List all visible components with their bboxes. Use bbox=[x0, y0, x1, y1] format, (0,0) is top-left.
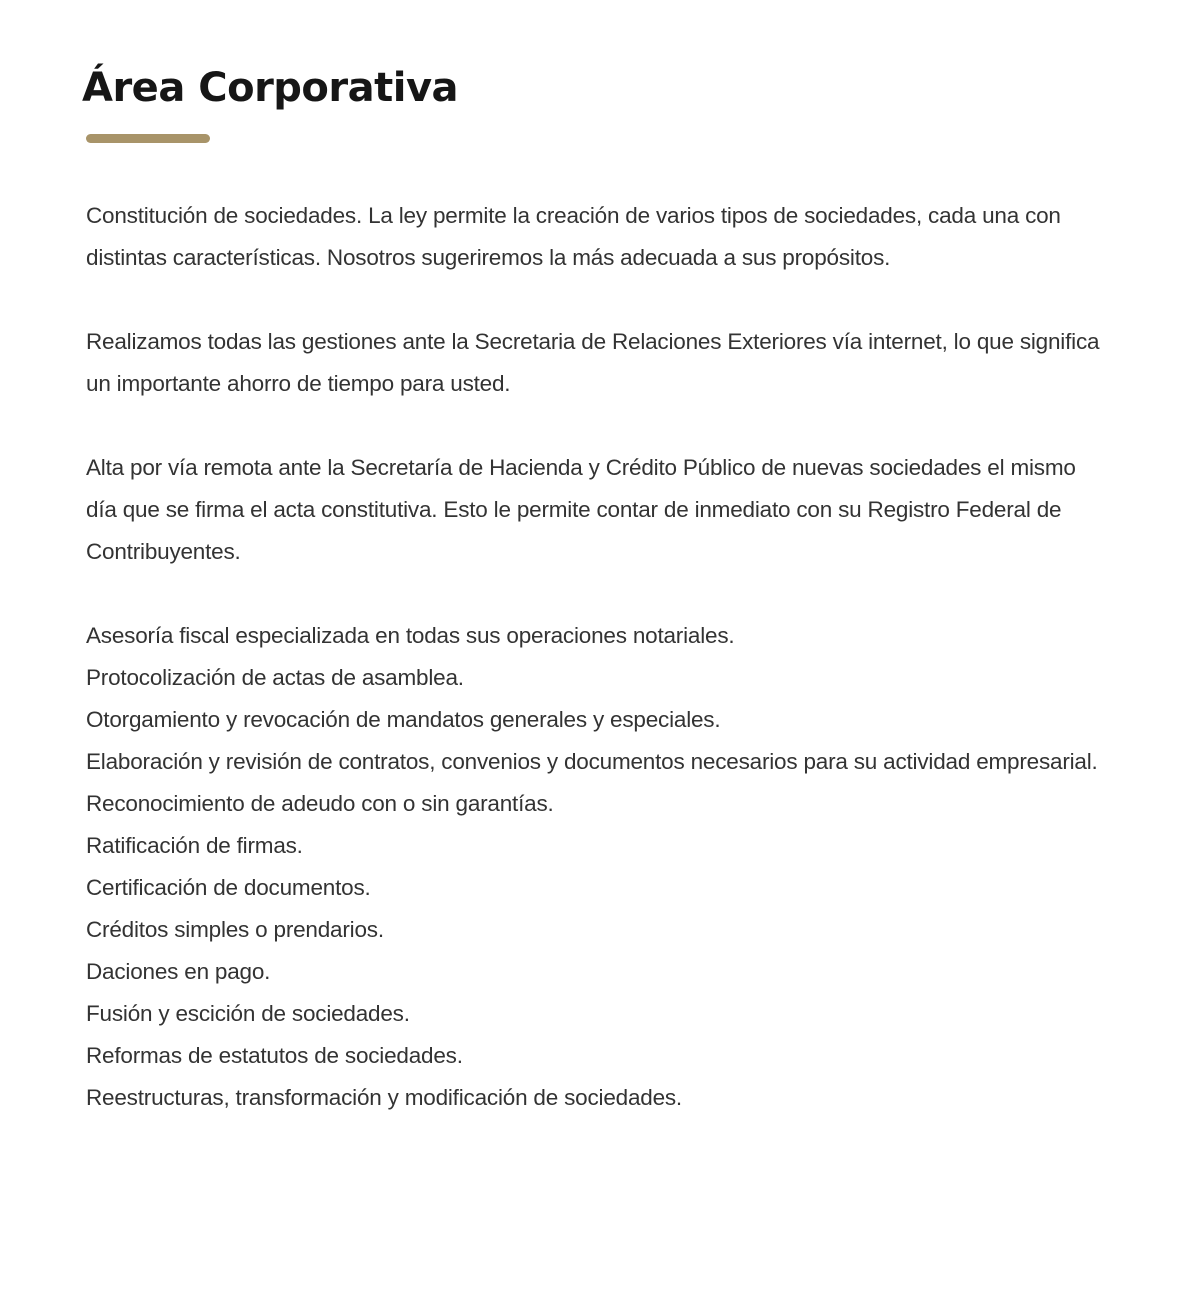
page-title: Área Corporativa bbox=[82, 65, 459, 111]
paragraph-relaciones-exteriores: Realizamos todas las gestiones ante la Secretaria de Relaciones Exteriores vía internet, lo que significa un importante ahorro de tiempo para usted. bbox=[86, 329, 1100, 396]
list-item: Ratificación de firmas. bbox=[86, 833, 303, 858]
paragraph-constitucion: Constitución de sociedades. La ley permite la creación de varios tipos de sociedades, cada una con distintas características. Nosotros sugeriremos la más adecuada a sus propósitos. bbox=[86, 203, 1061, 270]
list-item: Certificación de documentos. bbox=[86, 875, 371, 900]
services-list bbox=[86, 615, 1106, 1119]
list-item: Elaboración y revisión de contratos, convenios y documentos necesarios para su actividad empresarial. bbox=[86, 749, 1098, 774]
list-item: Reconocimiento de adeudo con o sin garantías. bbox=[86, 791, 554, 816]
list-item: Protocolización de actas de asamblea. bbox=[86, 665, 464, 690]
list-item: Reformas de estatutos de sociedades. bbox=[86, 1043, 463, 1068]
list-item: Otorgamiento y revocación de mandatos generales y especiales. bbox=[86, 707, 721, 732]
paragraph-hacienda: Alta por vía remota ante la Secretaría de Hacienda y Crédito Público de nuevas sociedades el mismo día que se firma el acta constitutiva. Esto le permite contar de inmediato con su Registro Federal de Contribuyentes. bbox=[86, 455, 1076, 564]
list-item: Fusión y escición de sociedades. bbox=[86, 1001, 410, 1026]
list-item: Reestructuras, transformación y modificación de sociedades. bbox=[86, 1085, 682, 1110]
list-item: Asesoría fiscal especializada en todas sus operaciones notariales. bbox=[86, 623, 735, 648]
content bbox=[86, 195, 1106, 1119]
list-item: Daciones en pago. bbox=[86, 959, 271, 984]
title-underline-accent bbox=[86, 134, 210, 143]
list-item: Créditos simples o prendarios. bbox=[86, 917, 384, 942]
